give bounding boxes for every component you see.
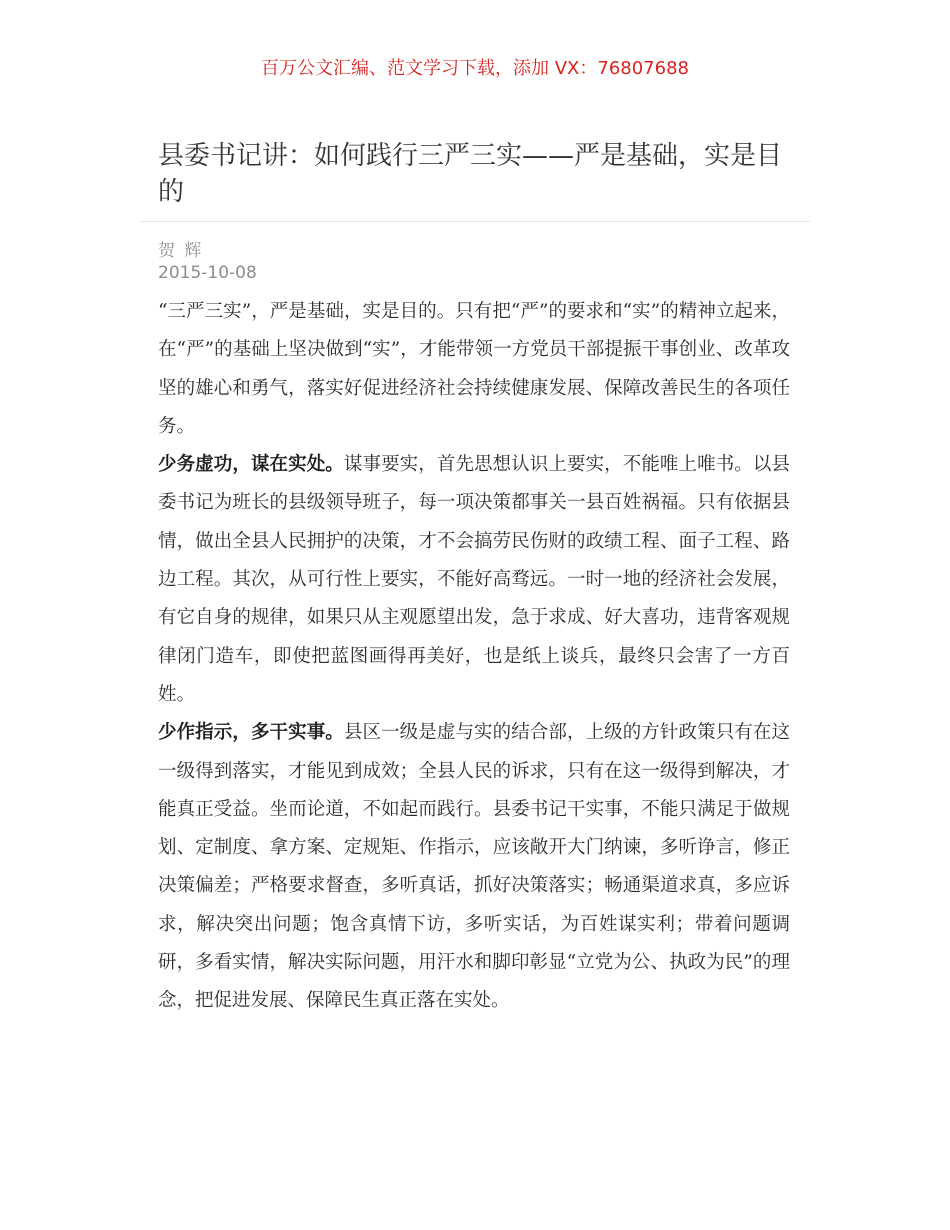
title-divider [140, 221, 810, 222]
paragraph-action [158, 714, 790, 1020]
article-title: 县委书记讲：如何践行三严三实——严是基础，实是目的 [158, 141, 783, 207]
paragraph-lead: 少务虚功，谋在实处。 [158, 454, 344, 476]
paragraph-text: 县区一级是虚与实的结合部，上级的方针政策只有在这一级得到落实，才能见到成效；全县人民的诉求，只有在这一级得到解决，才能真正受益。坐而论道，不如起而践行。县委书记干实事，不能只满足于做规划、定制度、拿方案、定规矩、作指示，应该敞开大门纳谏，多听诤言，修正决策偏差；严格要求督查，多听真话，抓好决策落实；畅通渠道求真，多应诉求，解决突出问题；饱含真情下访，多听实话，为百姓谋实利；带着问题调研，多看实情，解决实际问题，用汗水和脚印彰显“立党为公、执政为民”的理念，把促进发展、保障民生真正落在实处。 [158, 722, 790, 1012]
paragraph-text: “三严三实”，严是基础，实是目的。只有把“严”的要求和“实”的精神立起来，在“严”的基础上坚决做到“实”，才能带领一方党员干部提振干事创业、改革攻坚的雄心和勇气，落实好促进经济社会持续健康发展、保障改善民生的各项任务。 [158, 301, 790, 437]
paragraph-planning [158, 446, 790, 714]
promo-banner: 百万公文汇编、范文学习下载，添加 VX：76807688 [261, 58, 689, 79]
article-body [158, 293, 790, 1021]
article-author: 贺 辉 [158, 241, 204, 261]
paragraph-intro [158, 293, 790, 446]
paragraph-text: 谋事要实，首先思想认识上要实，不能唯上唯书。以县委书记为班长的县级领导班子，每一项决策都事关一县百姓祸福。只有依据县情，做出全县人民拥护的决策，才不会搞劳民伤财的政绩工程、面子工程、路边工程。其次，从可行性上要实，不能好高骛远。一时一地的经济社会发展，有它自身的规律，如果只从主观愿望出发，急于求成、好大喜功，违背客观规律闭门造车，即使把蓝图画得再美好，也是纸上谈兵，最终只会害了一方百姓。 [158, 454, 790, 705]
article-date: 2015-10-08 [158, 263, 257, 283]
paragraph-lead: 少作指示，多干实事。 [158, 722, 344, 744]
